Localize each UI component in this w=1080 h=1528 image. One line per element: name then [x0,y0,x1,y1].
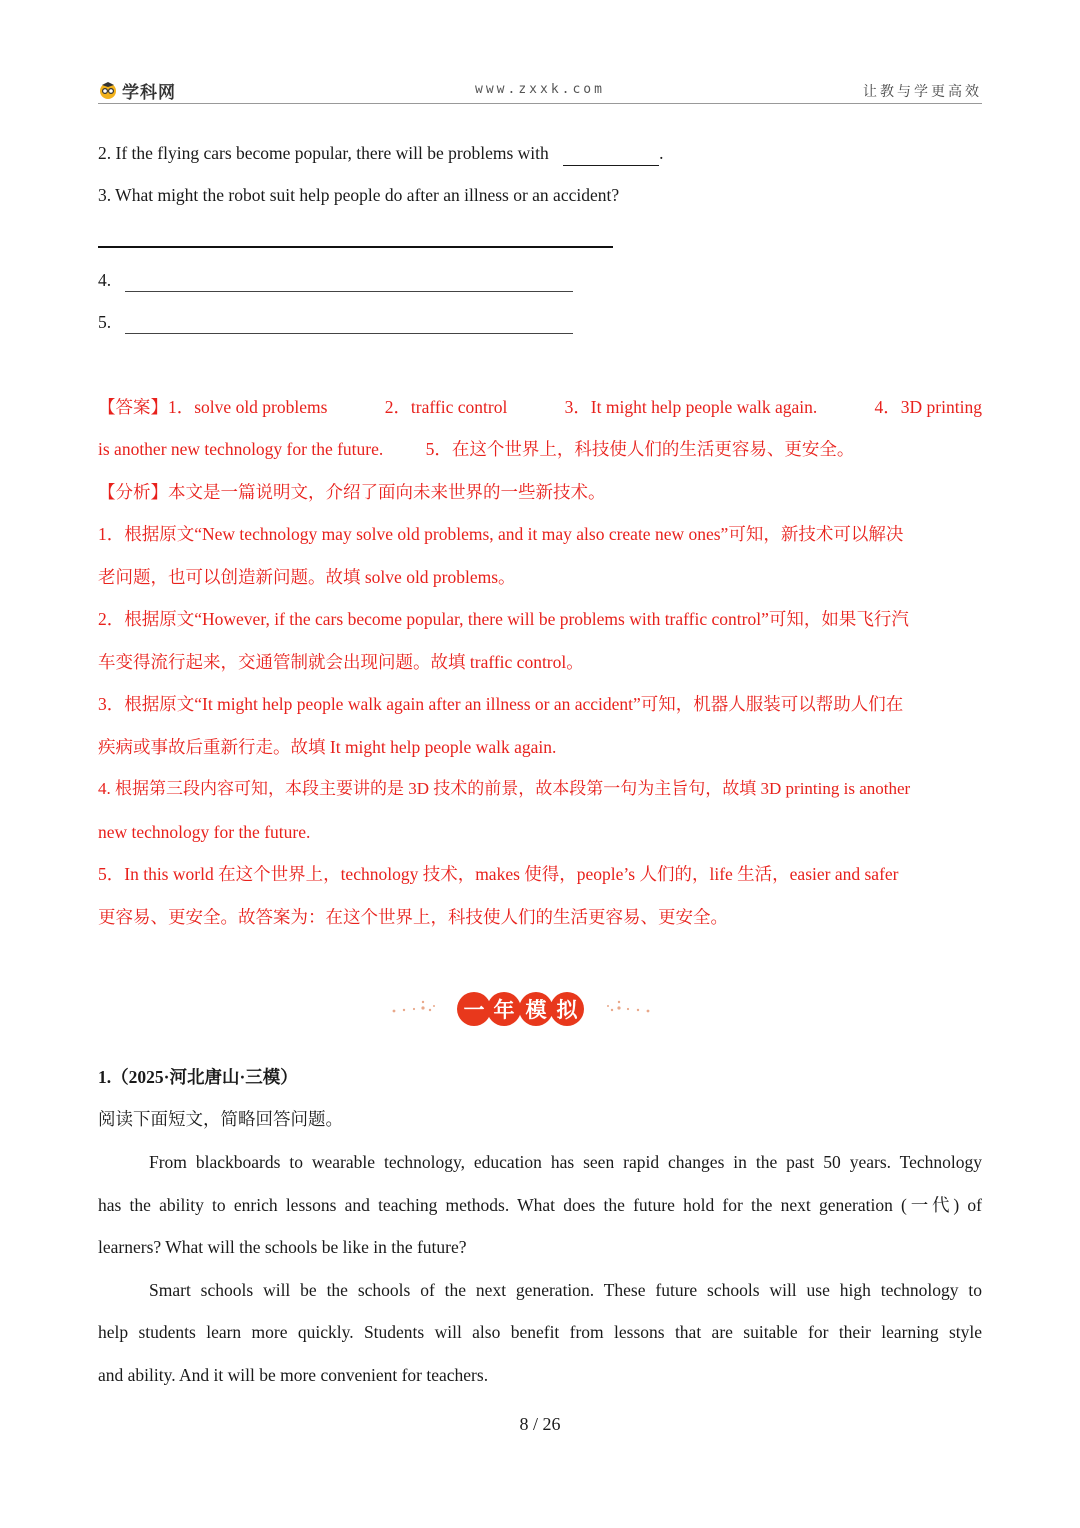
analysis-1-line-2: 老问题，也可以创造新问题。故填 solve old problems。 [98,567,516,587]
question-5-number: 5. [98,312,112,332]
analysis-4-line-2: new technology for the future. [98,822,311,842]
answer-item-4-cont: is another new technology for the future. [98,439,384,459]
answer-item-2: 2．traffic control [384,397,508,417]
logo-text: 学科网 [122,82,176,103]
section-number: 1. [98,1067,112,1087]
answer-line-2 [98,437,982,461]
answer-line-1 [98,395,982,419]
banner-left-dots [393,1001,435,1013]
analysis-2-line-1: 2．根据原文“However, if the cars become popular, there will be problems with traffic control”可知，如果飞行汽 [98,609,909,629]
site-slogan: 让教与学更高效 [863,84,982,100]
passage-1-line-1: From blackboards to wearable technology, education has seen rapid changes in the past 50 years. Technology [149,1152,982,1172]
question-4-number: 4. [98,270,112,290]
section-banner [390,986,652,1032]
section-heading [98,1065,982,1089]
question-2-text: 2. If the flying cars become popular, there will be problems with [98,143,549,163]
analysis-4-line-1: 4. 根据第三段内容可知，本段主要讲的是 3D 技术的前景，故本段第一句为主旨句，故填 3D printing is another [98,779,911,798]
answer-label: 【答案】 [98,397,168,417]
passage-2-line-2: help students learn more quickly. Students will also benefit from lessons that are suitable for their learning style [98,1322,982,1342]
passage-1-line-2: has the ability to enrich lessons and teaching methods. What does the future hold for the next generation (一代) of [98,1195,982,1215]
site-url[interactable]: www.zxxk.com [475,82,605,97]
question-3: 3. What might the robot suit help people do after an illness or an accident? [98,185,620,205]
analysis-3-line-1: 3．根据原文“It might help people walk again after an illness or an accident”可知，机器人服装可以帮助人们在 [98,694,904,714]
header-divider [98,103,982,104]
passage-2-line-1: Smart schools will be the schools of the next generation. These future schools will use high technology to [149,1280,982,1300]
question-2-blank[interactable] [563,141,659,166]
analysis-5-line-1: 5．In this world 在这个世界上，technology 技术，makes 使得，people’s 人们的，life 生活，easier and safer [98,864,899,884]
answer-item-4: 4．3D printing [874,397,982,417]
banner-char-4: 拟 [556,998,578,1022]
question-4-answer-line[interactable] [125,273,573,292]
passage-2-line-3: and ability. And it will be more convenient for teachers. [98,1365,489,1385]
answer-item-1: 【答案】1．solve old problems [98,397,328,417]
section-source: （2025·河北唐山·三模） [111,1067,298,1087]
analysis-intro: 【分析】本文是一篇说明文，介绍了面向未来世界的一些新技术。 [98,482,606,502]
section-instruction: 阅读下面短文，简略回答问题。 [98,1109,343,1129]
banner-char-3: 模 [525,998,547,1022]
question-5 [98,310,982,334]
analysis-1-line-1: 1．根据原文“New technology may solve old problems, and it may also create new ones”可知，新技术可以解决 [98,524,904,544]
page-number: 8 / 26 [519,1414,561,1434]
question-3-answer-line[interactable] [98,246,613,248]
question-2 [98,141,982,166]
answer-item-3: 3．It might help people walk again. [564,397,818,417]
banner-right-dots [607,1001,649,1013]
analysis-3-line-2: 疾病或事故后重新行走。故填 It might help people walk again. [98,737,557,757]
question-4 [98,268,982,292]
banner-char-1: 一 [463,998,485,1022]
passage-1-line-3: learners? What will the schools be like in the future? [98,1237,467,1257]
analysis-2-line-2: 车变得流行起来，交通管制就会出现问题。故填 traffic control。 [98,652,584,672]
question-2-end: . [659,143,664,163]
analysis-5-line-2: 更容易、更安全。故答案为：在这个世界上，科技使人们的生活更容易、更安全。 [98,907,728,927]
answer-item-5: 5．在这个世界上，科技使人们的生活更容易、更安全。 [425,439,855,459]
question-5-answer-line[interactable] [125,315,573,334]
banner-char-2: 年 [493,998,515,1022]
